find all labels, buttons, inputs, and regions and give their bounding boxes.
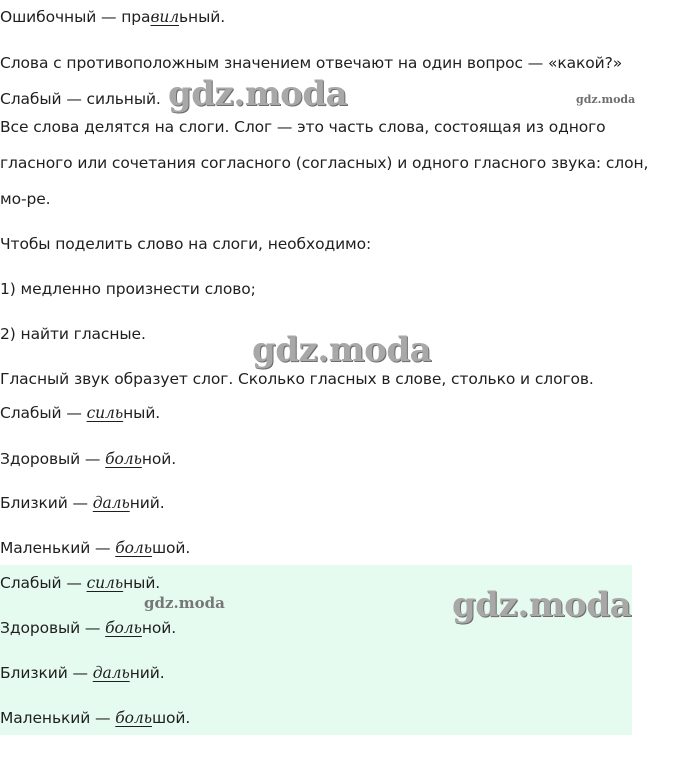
handwritten-fragment: даль [92, 494, 130, 512]
handwritten-fragment: боль [105, 450, 142, 468]
text-line: Ошибочный — правильный. [0, 8, 226, 26]
highlighted-antonym-line: Маленький — большой. [0, 709, 191, 727]
handwritten-fragment: даль [92, 664, 130, 682]
antonym-line: Слабый — сильный. [0, 404, 161, 422]
watermark: gdz.moda [452, 585, 632, 625]
handwritten-fragment: силь [86, 404, 124, 422]
handwritten-fragment: боль [105, 619, 142, 637]
antonym-line: Близкий — дальний. [0, 494, 165, 512]
antonym-line: Маленький — большой. [0, 539, 191, 557]
watermark: gdz.moda [252, 330, 432, 370]
text-line: Слабый — сильный. [0, 90, 161, 108]
antonym-line: Здоровый — больной. [0, 450, 177, 468]
text-line: Чтобы поделить слово на слоги, необходимо: [0, 235, 372, 253]
handwritten-fragment: силь [86, 574, 124, 592]
watermark: gdz.moda [576, 93, 636, 106]
highlighted-antonym-line: Слабый — сильный. [0, 574, 161, 592]
text-line: 1) медленно произнести слово; [0, 280, 256, 298]
handwritten-fragment: боль [115, 539, 152, 557]
highlighted-antonym-line: Близкий — дальний. [0, 664, 165, 682]
watermark: gdz.moda [144, 594, 225, 612]
text-line: Все слова делятся на слоги. Слог — это часть слова, состоящая из одного [0, 118, 606, 136]
watermark: gdz.moda [168, 74, 348, 114]
highlighted-antonym-line: Здоровый — больной. [0, 619, 177, 637]
text-line: мо-ре. [0, 190, 51, 208]
text-line: 2) найти гласные. [0, 325, 146, 343]
handwritten-fragment: боль [115, 709, 152, 727]
text-line: Гласный звук образует слог. Сколько гласных в слове, столько и слогов. [0, 370, 594, 388]
text-line: гласного или сочетания согласного (согласных) и одного гласного звука: слон, [0, 154, 649, 172]
text-line: Слова с противоположным значением отвечают на один вопрос — «какой?» [0, 54, 623, 72]
handwritten-fragment: вил [150, 8, 180, 26]
